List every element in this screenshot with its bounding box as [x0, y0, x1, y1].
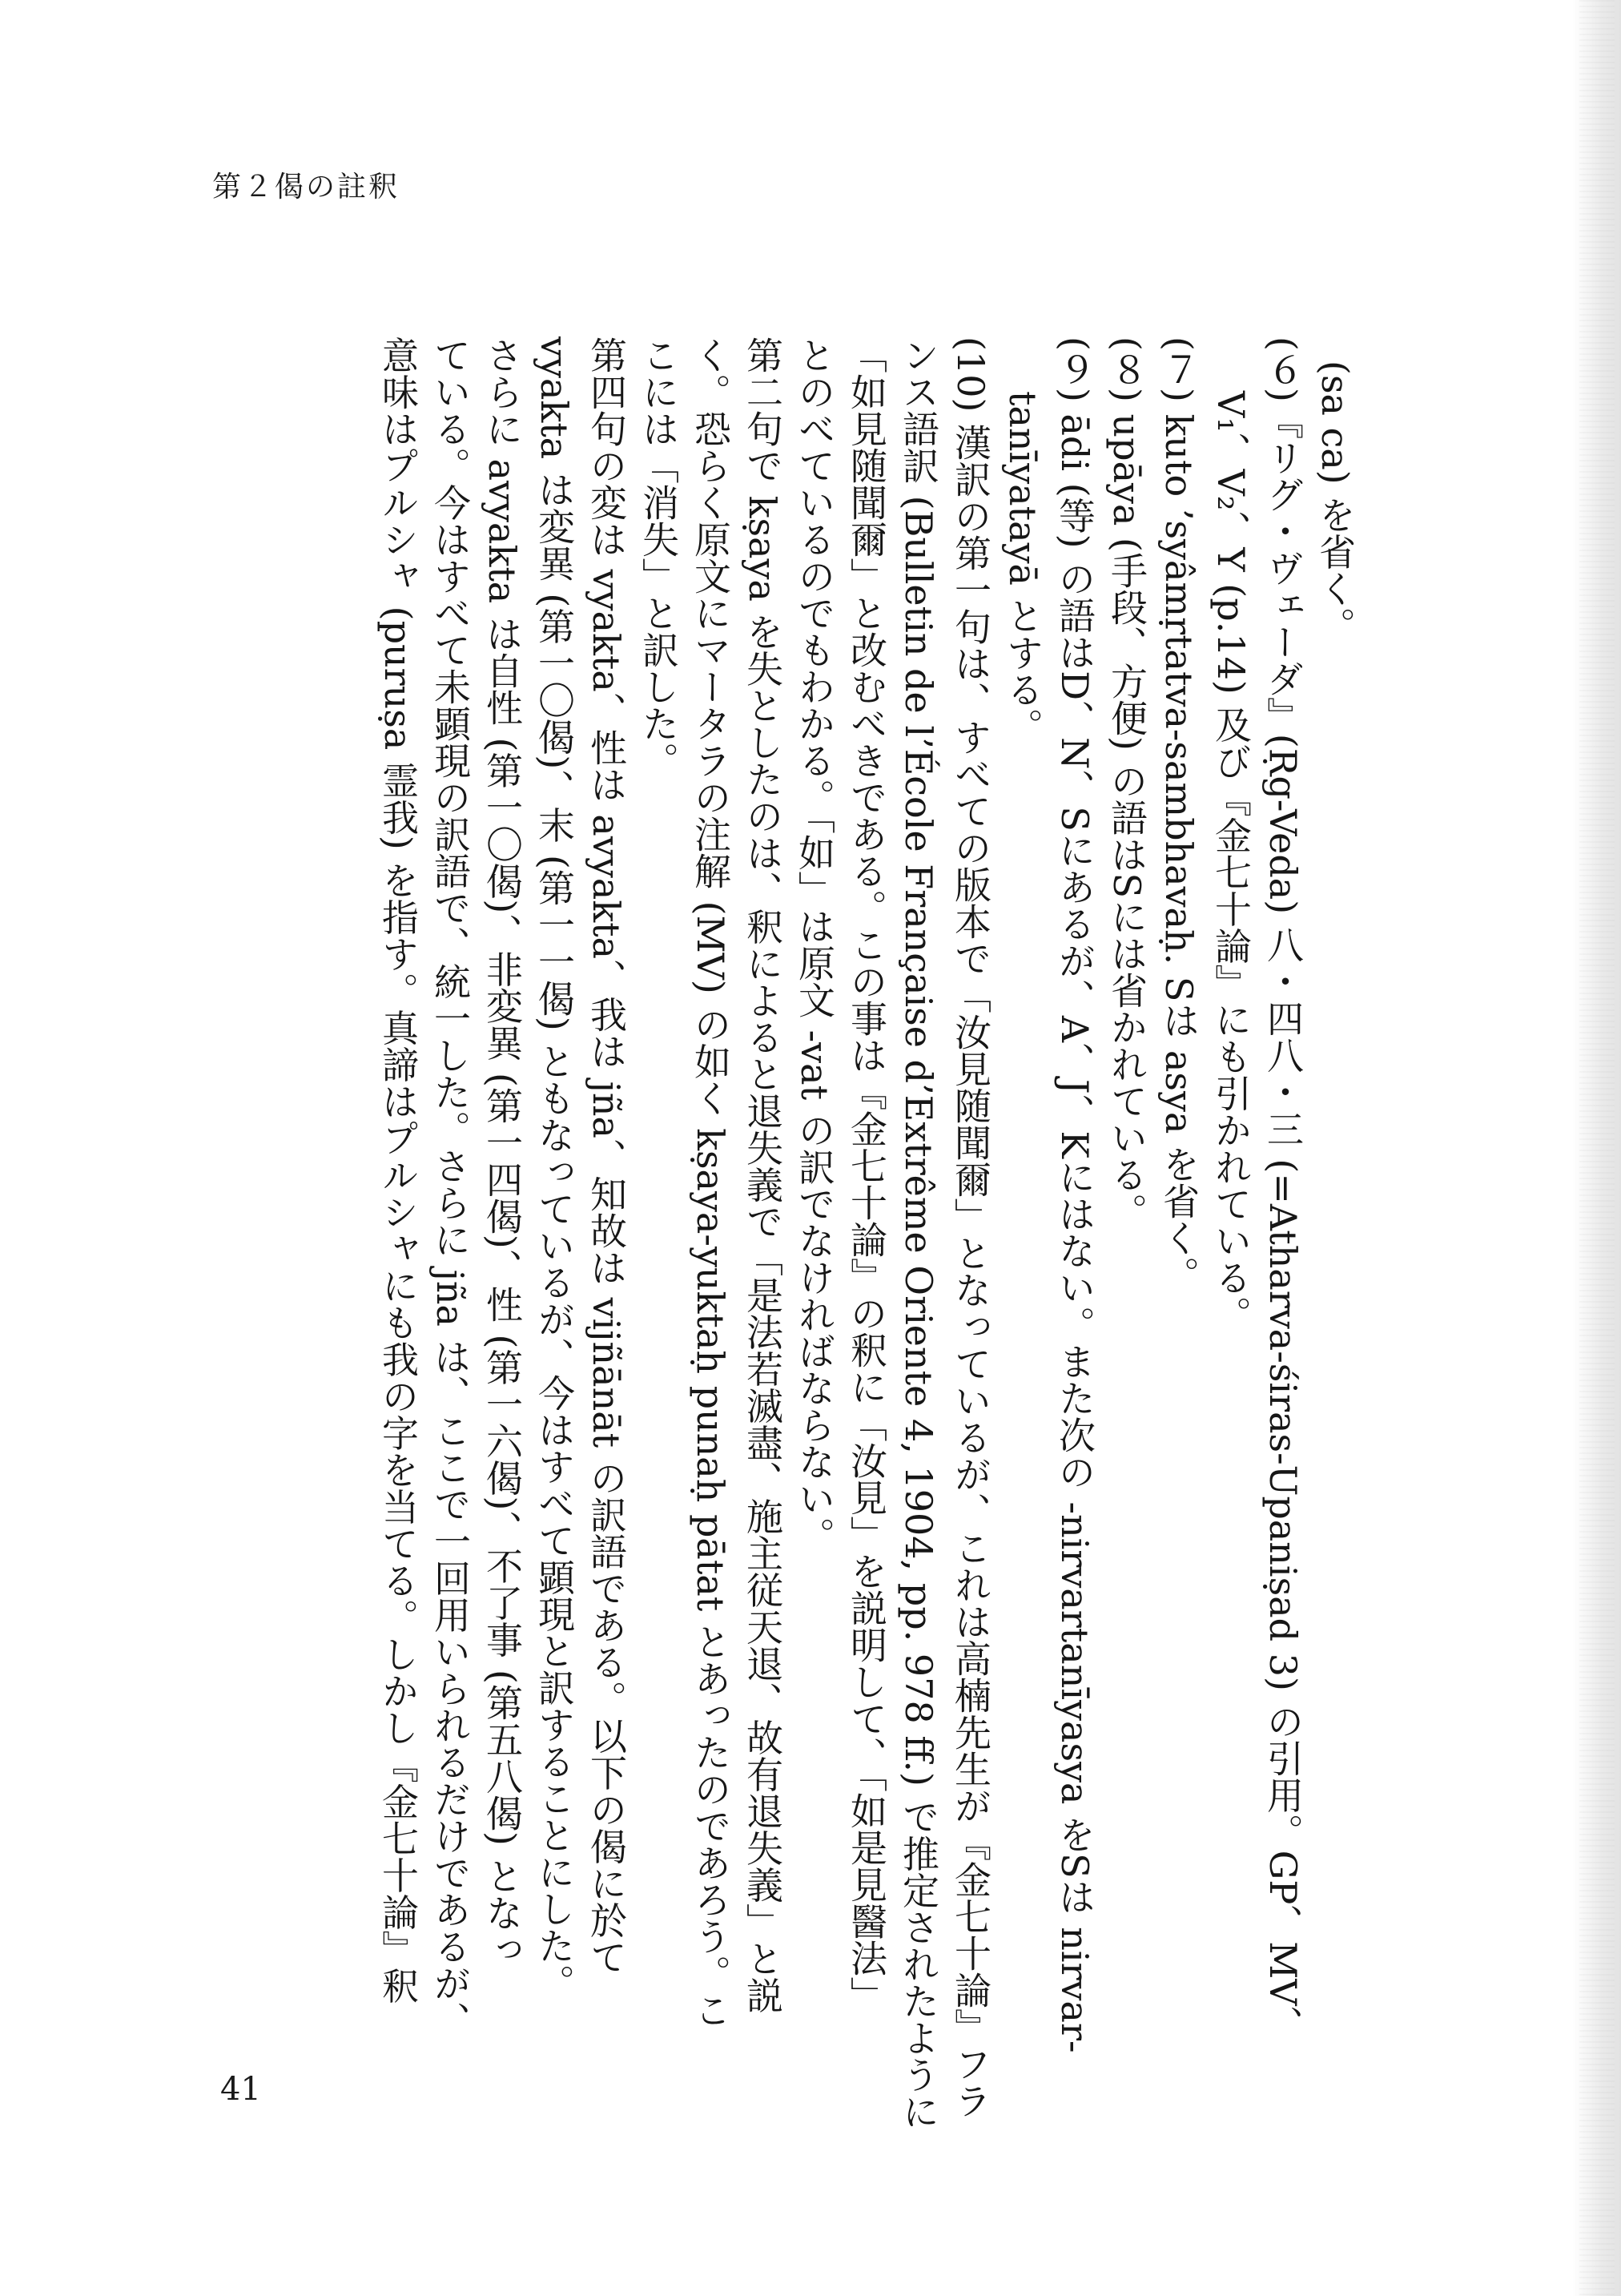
text-line: V₁、V₂、Y (p.14) 及び『金七十論』にも引かれている。: [1209, 391, 1253, 1333]
text-line: く。恐らく原文にマータラの注解 (MV) の如く kṣaya-yuktaḥ punaḥ pātat とあったのであろう。こ: [689, 336, 732, 2028]
page-binding-edge: [1573, 0, 1621, 2296]
text-line: tanīyatayā とする。: [1001, 391, 1044, 745]
text-line: 第四句の変は vyakta、性は avyakta、我は jña、知故は vijñānāt の訳語である。以下の偈に於て: [585, 336, 628, 1976]
text-line: さらに avyakta は自性 (第一〇偈)、非変異 (第一四偈)、性 (第一六偈)、不了事 (第五八偈) となっ: [481, 336, 524, 1968]
text-line: とのべているのでもわかる。「如」は原文 -vat の訳でなければならない。: [793, 336, 836, 1554]
note-10-line: (10) 漢訳の第一句は、すべての版本で「汝見随聞爾」となっているが、これは高楠先生が『金七十論』フラ: [949, 336, 992, 2120]
vertical-body-text: [372, 336, 1361, 2131]
text-line: 「如見随聞爾」と改むべきである。この事は『金七十論』の釈に「汝見」を説明して、「如是見醫法」: [845, 336, 888, 2013]
note-8-line: (８) upāya (手段、方便) の語はSには省かれている。: [1105, 336, 1148, 1231]
note-6-line: (６)『リグ・ヴェーダ』(Ṛg-Veda) 八・四八・三 (=Atharva-śiras-Upaniṣad 3) の引用。GP、MV、: [1261, 336, 1305, 2043]
page-number: 41: [220, 2071, 261, 2108]
note-7-line: (７) kuto ’syâmṛtatva-sambhavaḥ. Sは asya を省く。: [1157, 336, 1201, 1294]
text-line: こには「消失」と訳した。: [637, 336, 680, 779]
text-line: ンス語訳 (Bulletin de l’École Française d’Extrême Oriente 4, 1904, pp. 978 ff.) で推定されたように: [897, 336, 940, 2130]
text-line: 意味はプルシャ (puruṣa 霊我) を指す。真諦はプルシャにも我の字を当てる。しかし『金七十論』釈: [376, 336, 420, 2004]
text-line: ている。今はすべて未顕現の訳語で、統一した。さらに jña は、ここで一回用いられるだけであるが、: [428, 336, 472, 2039]
running-head: 第２偈の註釈: [212, 171, 400, 203]
text-line: 第二句で kṣaya を失としたのは、釈によると退失義で「是法若滅盡、施主従天退、故有退失義」と説: [741, 336, 784, 2014]
note-9-line: (９) ādi (等) の語はD、N、Sにあるが、A、J、Kにはない。また次の -nirvartanīyasya をSは nirvar-: [1053, 336, 1096, 2053]
text-line: vyakta は変異 (第一〇偈)、末 (第一一偈) ともなっているが、今はすべて顕現と訳することにした。: [533, 336, 576, 2001]
text-line: (sa ca) を省く。: [1313, 361, 1357, 644]
